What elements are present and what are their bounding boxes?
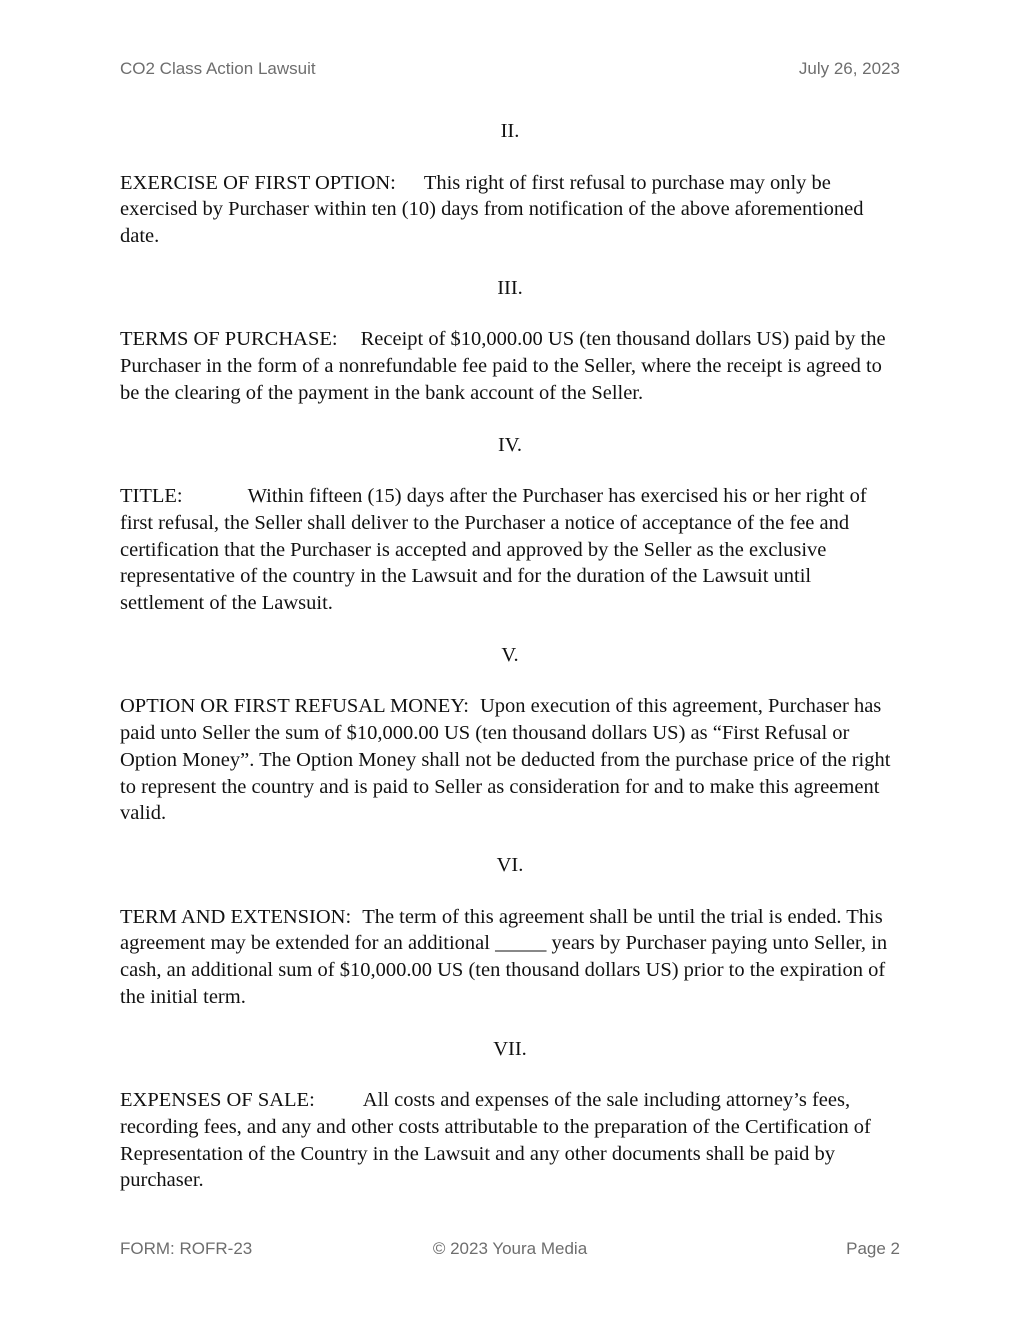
clause-text: Receipt of $10,000.00 US (ten thousand dollars US) paid by the Purchaser in the form of a nonrefundable fee paid to the Seller, where the receipt is agreed to be the clearing of the payment in the bank account of the Seller. (120, 328, 886, 404)
section-number: II. (500, 120, 520, 142)
clause-paragraph (120, 483, 900, 617)
clause-text: All costs and expenses of the sale including attorney’s fees, recording fees, and any and other costs attributable to the preparation of the Certification of Representation of the Country in the Lawsuit and any other documents shall be paid by purchaser. (120, 1089, 871, 1192)
footer-copyright: © 2023 Youra Media (432, 1239, 588, 1258)
clause-text: Within fifteen (15) days after the Purchaser has exercised his or her right of first refusal, the Seller shall deliver to the Purchaser a notice of acceptance of the fee and certification that the Purchaser is accepted and approved by the Seller as the exclusive representative of the country in the Lawsuit and for the duration of the Lawsuit until settlement of the Lawsuit. (120, 485, 867, 615)
document-body (120, 118, 900, 1194)
section-2 (120, 118, 900, 275)
clause-text: The term of this agreement shall be until the trial is ended. This agreement may be extended for an additional _____ years by Purchaser paying unto Seller, in cash, an additional sum of $10,000.00 US (ten thousand dollars US) prior to the expiration of the initial term. (120, 905, 888, 1008)
clause-heading: EXPENSES OF SALE: (120, 1089, 315, 1112)
clause-paragraph (120, 693, 900, 827)
clause-heading: TITLE: (120, 485, 183, 508)
section-6 (120, 852, 900, 1036)
header-document-title: CO2 Class Action Lawsuit (120, 59, 316, 78)
header-date: July 26, 2023 (798, 59, 900, 78)
section-7 (120, 1036, 900, 1195)
section-number: VI. (496, 854, 524, 876)
clause-text: This right of first refusal to purchase may only be exercised by Purchaser within ten (10) days from notification of the above aforementioned date. (120, 171, 864, 248)
section-number: VII. (493, 1037, 527, 1060)
footer-page-number: Page 2 (846, 1239, 900, 1258)
section-number: III. (497, 276, 523, 299)
section-3 (120, 275, 900, 432)
clause-heading: TERMS OF PURCHASE: (120, 328, 338, 351)
clause-paragraph (120, 326, 900, 406)
footer-form-id: FORM: ROFR-23 (120, 1239, 253, 1258)
clause-paragraph (120, 904, 900, 1011)
clause-heading: EXERCISE OF FIRST OPTION: (120, 171, 396, 194)
clause-paragraph (120, 1087, 900, 1194)
clause-paragraph (120, 170, 900, 250)
clause-heading: TERM AND EXTENSION: (120, 905, 352, 928)
section-number: IV. (497, 433, 523, 456)
clause-text: Upon execution of this agreement, Purchaser has paid unto Seller the sum of $10,000.00 US (ten thousand dollars US) as “First Refusal or Option Money”. The Option Money shall not be deducted from the purchase price of the right to represent the country and is paid to Seller as consideration for and to make this agreement valid. (120, 695, 891, 825)
section-number: V. (501, 643, 519, 666)
section-5 (120, 642, 900, 852)
page-footer (120, 1239, 900, 1261)
page-header (120, 59, 900, 81)
section-4 (120, 432, 900, 642)
clause-heading: OPTION OR FIRST REFUSAL MONEY: (120, 695, 469, 718)
